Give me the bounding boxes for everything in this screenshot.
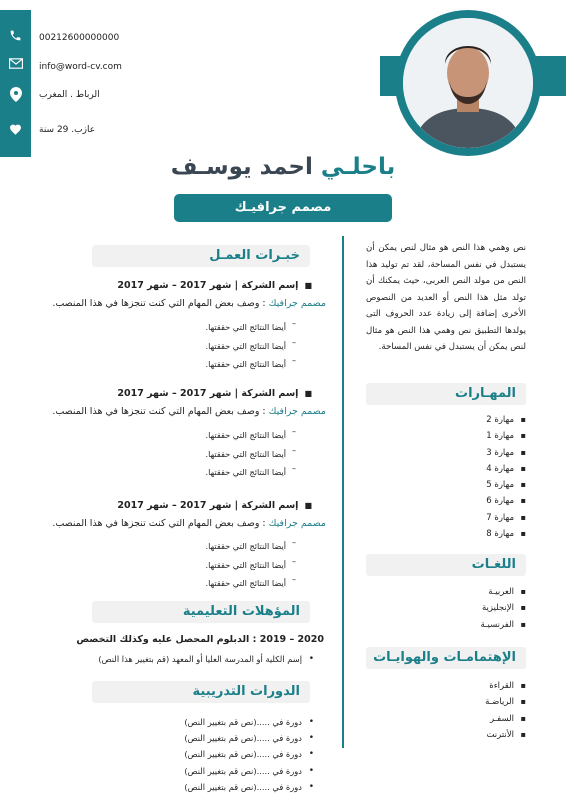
list-item: ▪ الأنترنت xyxy=(420,727,526,743)
location-text: الرباط . المغرب xyxy=(39,90,100,100)
job-title: ■إسم الشركة | شهر 2017 – شهر 2017 xyxy=(117,500,312,511)
list-item: • دورة في .....(نص قم بتغيير النص) xyxy=(184,730,314,746)
first-name: احمد يوسـف xyxy=(170,154,313,180)
hobbies-heading: الإهتمامـات والهوايـات xyxy=(366,647,526,669)
skills-list xyxy=(440,412,526,542)
list-item: • دورة في .....(نص قم بتغيير النص) xyxy=(184,714,314,730)
job-results xyxy=(206,426,296,482)
profile-photo xyxy=(403,18,533,148)
column-divider xyxy=(342,236,344,748)
education-list xyxy=(98,651,314,667)
job-description: مصمم جرافيك : وصف بعض المهام التي كنت تنجزها في هذا المنصب. xyxy=(52,298,326,309)
education-title: 2020 – 2019 : الدبلوم المحصل عليه وكذلك التخصص xyxy=(76,634,324,645)
heart-icon xyxy=(0,123,31,140)
list-item: ▪ مهارة 4 xyxy=(440,461,526,477)
list-item: • إسم الكلية أو المدرسة العليا أو المعهد (قم بتغيير هذا النص) xyxy=(98,651,314,667)
job-results xyxy=(206,318,296,374)
list-item: ▪ مهارة 2 xyxy=(440,412,526,428)
list-item: ▪ مهارة 7 xyxy=(440,510,526,526)
contact-bar xyxy=(0,10,31,157)
list-item: – أيضا النتائج التي حققتها. xyxy=(206,463,296,482)
experience-heading: خبـرات العمـل xyxy=(92,245,310,267)
job-description: مصمم جرافيك : وصف بعض المهام التي كنت تنجزها في هذا المنصب. xyxy=(52,406,326,417)
list-item: ▪ مهارة 1 xyxy=(440,428,526,444)
list-item: • دورة في .....(نص قم بتغيير النص) xyxy=(184,779,314,795)
list-item: ▪ مهارة 8 xyxy=(440,526,526,542)
job-results xyxy=(206,537,296,593)
courses-list xyxy=(184,714,314,795)
location-pin-icon xyxy=(0,87,31,107)
skills-heading: المهـارات xyxy=(366,383,526,405)
last-name: باحلـي xyxy=(320,154,396,180)
list-item: ▪ مهارة 6 xyxy=(440,493,526,509)
courses-heading: الدورات التدريبية xyxy=(92,681,310,703)
job-title: ■إسم الشركة | شهر 2017 – شهر 2017 xyxy=(117,388,312,399)
list-item: – أيضا النتائج التي حققتها. xyxy=(206,445,296,464)
list-item: – أيضا النتائج التي حققتها. xyxy=(206,355,296,374)
list-item: – أيضا النتائج التي حققتها. xyxy=(206,318,296,337)
list-item: ▪ مهارة 3 xyxy=(440,445,526,461)
phone-icon xyxy=(0,29,31,47)
list-item: – أيضا النتائج التي حققتها. xyxy=(206,574,296,593)
list-item: – أيضا النتائج التي حققتها. xyxy=(206,337,296,356)
status-text: عازب. 29 سنة xyxy=(39,125,96,135)
email-text: info@word-cv.com xyxy=(39,62,122,72)
list-item: ▪ مهارة 5 xyxy=(440,477,526,493)
phone-text: 00212600000000 xyxy=(39,33,120,43)
education-heading: المؤهلات التعليمية xyxy=(92,601,310,623)
email-icon xyxy=(0,58,31,74)
hobbies-list xyxy=(420,678,526,743)
list-item: – أيضا النتائج التي حققتها. xyxy=(206,426,296,445)
list-item: – أيضا النتائج التي حققتها. xyxy=(206,556,296,575)
list-item: ▪ الرياضـة xyxy=(420,694,526,710)
job-role-badge: مصمم جرافيـك xyxy=(174,194,392,222)
languages-heading: اللغـات xyxy=(366,554,526,576)
full-name xyxy=(0,154,566,180)
list-item: ▪ السفـر xyxy=(420,711,526,727)
list-item: ▪ العربيـة xyxy=(420,584,526,600)
job-title: ■إسم الشركة | شهر 2017 – شهر 2017 xyxy=(117,280,312,291)
list-item: • دورة في .....(نص قم بتغيير النص) xyxy=(184,763,314,779)
languages-list xyxy=(420,584,526,633)
list-item: ▪ الإنجليزية xyxy=(420,600,526,616)
about-text: نص وهمي هذا النص هو مثال لنص يمكن أن يستبدل في نفس المساحة، لقد تم توليد هذا النص من مولد النص العربى، حيث يمكنك أن تولد مثل هذا النص أو العديد من النصوص الأخرى إضافة إلى زيادة عدد الحروف التى يولدها التطبيق نص وهمي هذا النص هو مثال لنص يمكن أن يستبدل في نفس المساحة. xyxy=(366,243,526,352)
list-item: – أيضا النتائج التي حققتها. xyxy=(206,537,296,556)
list-item: ▪ القراءة xyxy=(420,678,526,694)
list-item: ▪ الفرنسيـة xyxy=(420,617,526,633)
job-description: مصمم جرافيك : وصف بعض المهام التي كنت تنجزها في هذا المنصب. xyxy=(52,518,326,529)
list-item: • دورة في .....(نص قم بتغيير النص) xyxy=(184,746,314,762)
